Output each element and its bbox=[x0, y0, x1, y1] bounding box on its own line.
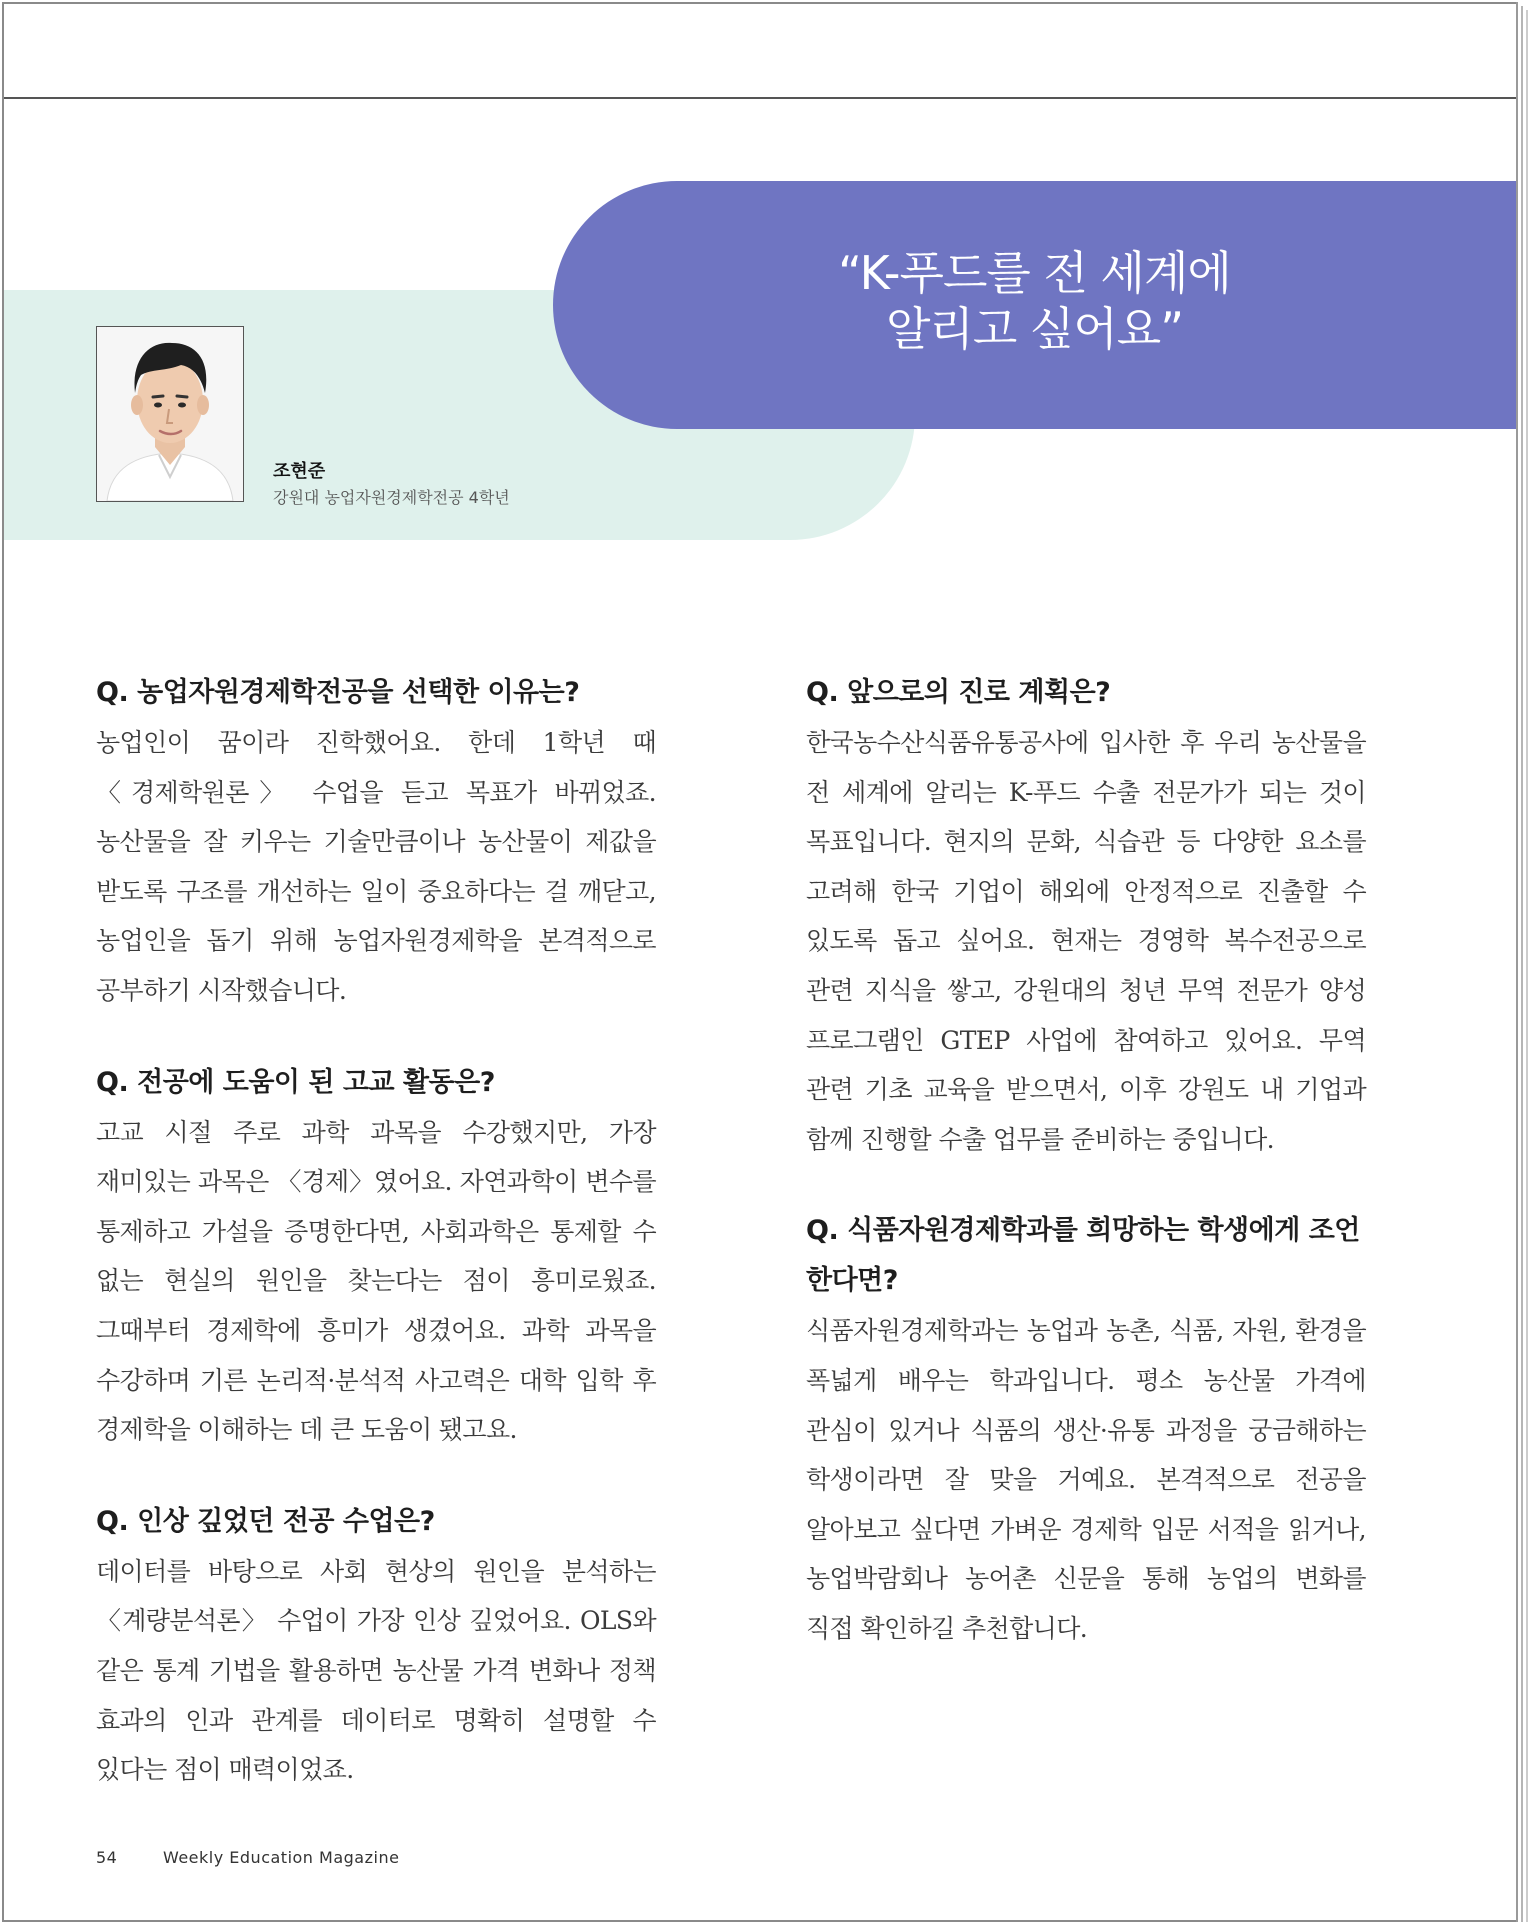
headline-line-2: 알리고 싶어요” bbox=[885, 302, 1184, 356]
qa-block bbox=[96, 1058, 656, 1455]
headline-line-1: “K-푸드를 전 세계에 bbox=[838, 246, 1231, 300]
person-illustration bbox=[97, 327, 243, 501]
portrait-photo bbox=[96, 326, 244, 502]
qa-block bbox=[96, 668, 656, 1016]
qa-block bbox=[806, 668, 1366, 1164]
magazine-name: Weekly Education Magazine bbox=[162, 1848, 400, 1867]
answer-text: 농업인이 꿈이라 진학했어요. 한데 1학년 때 〈경제학원론〉 수업을 듣고 목표가 바뀌었죠. 농산물을 잘 키우는 기술만큼이나 농산물이 제값을 받도록 구조를 개선하는 일이 중요하다는 걸 깨닫고, 농업인을 돕기 위해 농업자원경제학을 본격적으로 공부하기 시작했습니다. bbox=[96, 728, 656, 1005]
question-heading: Q. 식품자원경제학과를 희망하는 학생에게 조언한다면? bbox=[806, 1215, 1360, 1297]
answer-text: 식품자원경제학과는 농업과 농촌, 식품, 자원, 환경을 폭넓게 배우는 학과입니다. 평소 농산물 가격에 관심이 있거나 식품의 생산·유통 과정을 궁금해하는 학생이라면 잘 맞을 거예요. 본격적으로 전공을 알아보고 싶다면 가벼운 경제학 입문 서적을 읽거나, 농업박람회나 농어촌 신문을 통해 농업의 변화를 직접 확인하길 추천합니다. bbox=[806, 1316, 1366, 1643]
qa-block bbox=[96, 1497, 656, 1795]
page-number: 54 bbox=[96, 1848, 118, 1867]
answer-text: 고교 시절 주로 과학 과목을 수강했지만, 가장 재미있는 과목은 〈경제〉였어요. 자연과학이 변수를 통제하고 가설을 증명한다면, 사회과학은 통제할 수 없는 현실의 원인을 찾는다는 점이 흥미로웠죠. 그때부터 경제학에 흥미가 생겼어요. 과학 과목을 수강하며 기른 논리적·분석적 사고력은 대학 입학 후 경제학을 이해하는 데 큰 도움이 됐고요. bbox=[96, 1117, 656, 1445]
answer-text: 한국농수산식품유통공사에 입사한 후 우리 농산물을 전 세계에 알리는 K-푸드 수출 전문가가 되는 것이 목표입니다. 현지의 문화, 식습관 등 다양한 요소를 고려해 한국 기업이 해외에 안정적으로 진출할 수 있도록 돕고 싶어요. 현재는 경영학 복수전공으로 관련 지식을 쌓고, 강원대의 청년 무역 전문가 양성 프로그램인 GTEP 사업에 참여하고 있어요. 무역 관련 기초 교육을 받으면서, 이후 강원도 내 기업과 함께 진행할 수출 업무를 준비하는 중입니다. bbox=[806, 728, 1366, 1154]
left-column bbox=[96, 668, 656, 1837]
page-edge bbox=[1526, 10, 1528, 1922]
question-heading: Q. 전공에 도움이 된 고교 활동은? bbox=[96, 1066, 495, 1098]
page-footer bbox=[96, 1848, 399, 1867]
page-edge bbox=[1516, 2, 1518, 1922]
qa-block bbox=[806, 1206, 1366, 1653]
person-name: 조현준 bbox=[273, 461, 326, 482]
top-rule bbox=[4, 97, 1516, 99]
person-affiliation: 강원대 농업자원경제학전공 4학년 bbox=[273, 488, 510, 507]
question-heading: Q. 인상 깊었던 전공 수업은? bbox=[96, 1505, 435, 1537]
headline bbox=[553, 245, 1516, 357]
right-column bbox=[806, 668, 1366, 1696]
question-heading: Q. 농업자원경제학전공을 선택한 이유는? bbox=[96, 677, 580, 708]
answer-text: 데이터를 바탕으로 사회 현상의 원인을 분석하는 〈계량분석론〉 수업이 가장 인상 깊었어요. OLS와 같은 통계 기법을 활용하면 농산물 가격 변화나 정책 효과의 인과 관계를 데이터로 명확히 설명할 수 있다는 점이 매력이었죠. bbox=[96, 1556, 656, 1785]
page-edge bbox=[1521, 6, 1523, 1922]
question-heading: Q. 앞으로의 진로 계획은? bbox=[806, 677, 1111, 708]
